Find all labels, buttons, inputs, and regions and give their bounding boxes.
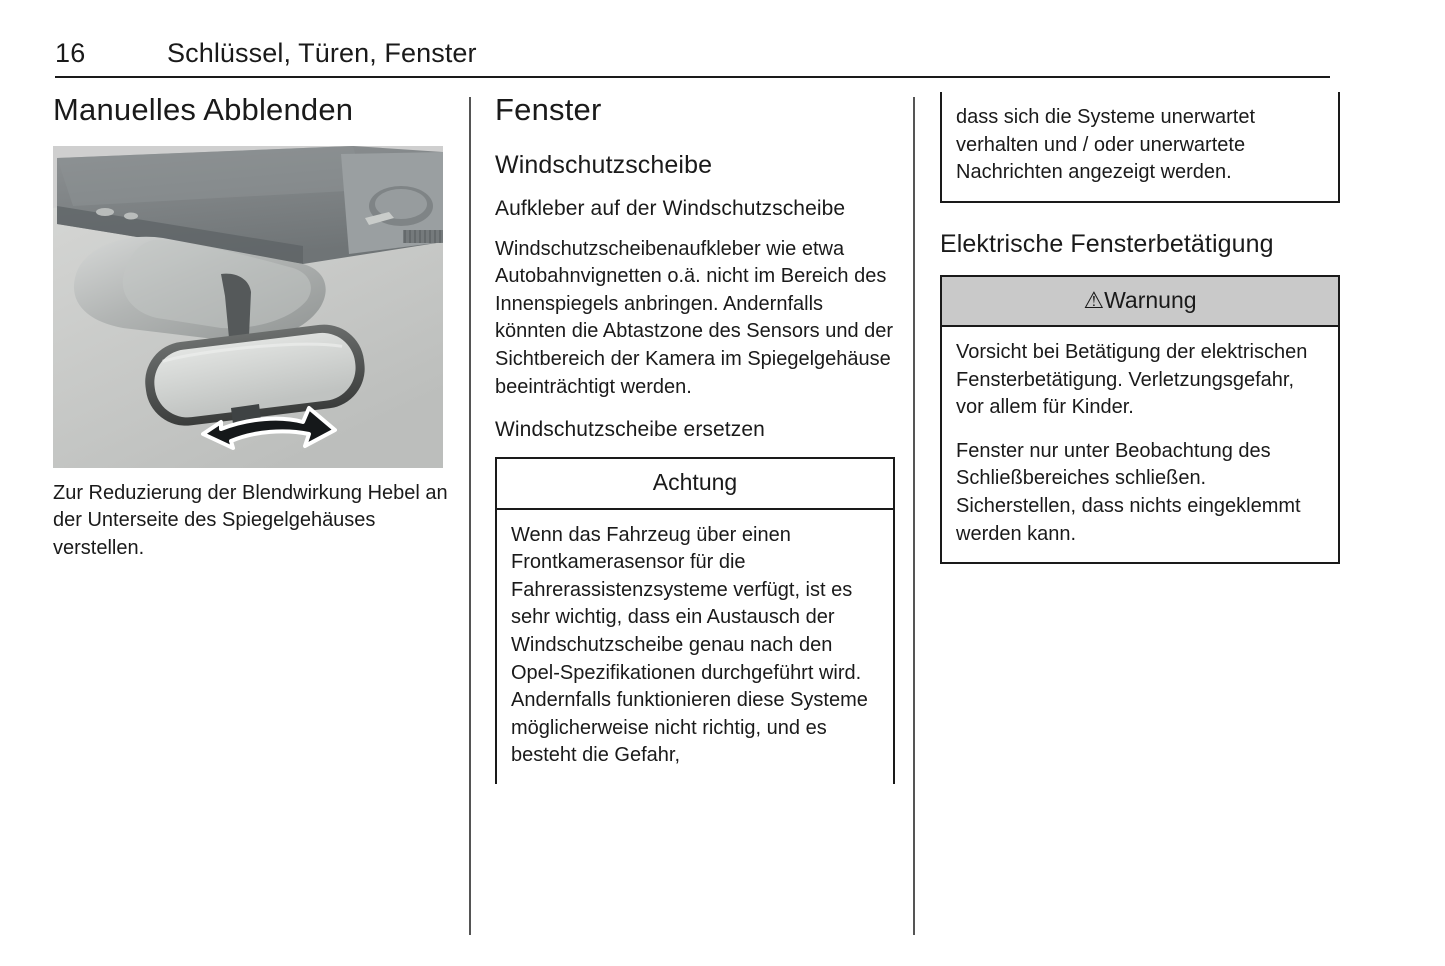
subsection-heading-elektrische-fensterbetaetigung: Elektrische Fensterbetätigung	[940, 229, 1274, 258]
header-divider-rule	[55, 76, 1330, 78]
figure-caption: Zur Reduzierung der Blendwirkung Hebel an der Unterseite des Spiegelgehäuses verstellen.	[53, 481, 448, 559]
column-3	[940, 92, 1340, 564]
warning-triangle-icon: ⚠	[1083, 286, 1105, 313]
warning-title-label: Warnung	[1104, 286, 1197, 313]
warning-box-elektrische-fensterbetaetigung	[940, 275, 1340, 564]
section-heading-fenster: Fenster	[495, 92, 602, 127]
notice-box-achtung-continued	[940, 92, 1340, 203]
column-divider-rule-1	[469, 97, 471, 935]
notice-box-achtung	[495, 457, 895, 784]
notice-paragraph-achtung: Wenn das Fahrzeug über einen Frontkamerasensor für die Fahrerassistenzsysteme verfügt, ist es sehr wichtig, dass ein Austausch der Windschutzscheibe genau nach den Opel-Spezifikationen durchgeführt wird. Andernfalls funktionieren diese Systeme möglicherweise nicht richtig, und es besteht die Gefahr,	[511, 523, 868, 767]
warning-paragraph-1: Vorsicht bei Betätigung der elektrischen Fensterbetätigung. Verletzungsgefahr, vor allem für Kinder.	[956, 341, 1308, 419]
subsection-heading-windschutzscheibe-ersetzen: Windschutzscheibe ersetzen	[495, 418, 765, 442]
notice-body-achtung	[497, 510, 893, 784]
warning-body	[942, 327, 1338, 562]
column-divider-rule-2	[913, 97, 915, 935]
notice-body-achtung-continued	[942, 92, 1338, 201]
interior-rear-view-mirror-illustration	[53, 146, 443, 468]
warning-title-bar	[942, 277, 1338, 327]
page-header	[55, 38, 1330, 80]
notice-paragraph-achtung-continued: dass sich die Systeme unerwartet verhalten und / oder unerwartete Nachrichten angezeigt werden.	[956, 106, 1256, 184]
subsection-heading-windschutzscheibe: Windschutzscheibe	[495, 150, 713, 179]
page-number: 16	[55, 38, 86, 68]
paragraph-aufkleber: Windschutzscheibenaufkleber wie etwa Autobahnvignetten o.ä. nicht im Bereich des Innenspiegels anbringen. Andernfalls könnten die Abtastzone des Sensors und der Sichtbereich der Kamera im Spiegelgehäuse beeinträchtigt werden.	[495, 237, 894, 398]
chapter-title: Schlüssel, Türen, Fenster	[167, 38, 477, 68]
page-columns	[0, 92, 1445, 948]
column-1	[53, 92, 453, 562]
subsection-heading-aufkleber: Aufkleber auf der Windschutzscheibe	[495, 196, 846, 220]
warning-paragraph-2: Fenster nur unter Beobachtung des Schließbereiches schließen. Sicherstellen, dass nichts eingeklemmt werden kann.	[956, 439, 1301, 545]
section-heading-manuelles-abblenden: Manuelles Abblenden	[53, 92, 354, 127]
notice-title-achtung: Achtung	[497, 459, 893, 509]
column-2	[495, 92, 895, 784]
